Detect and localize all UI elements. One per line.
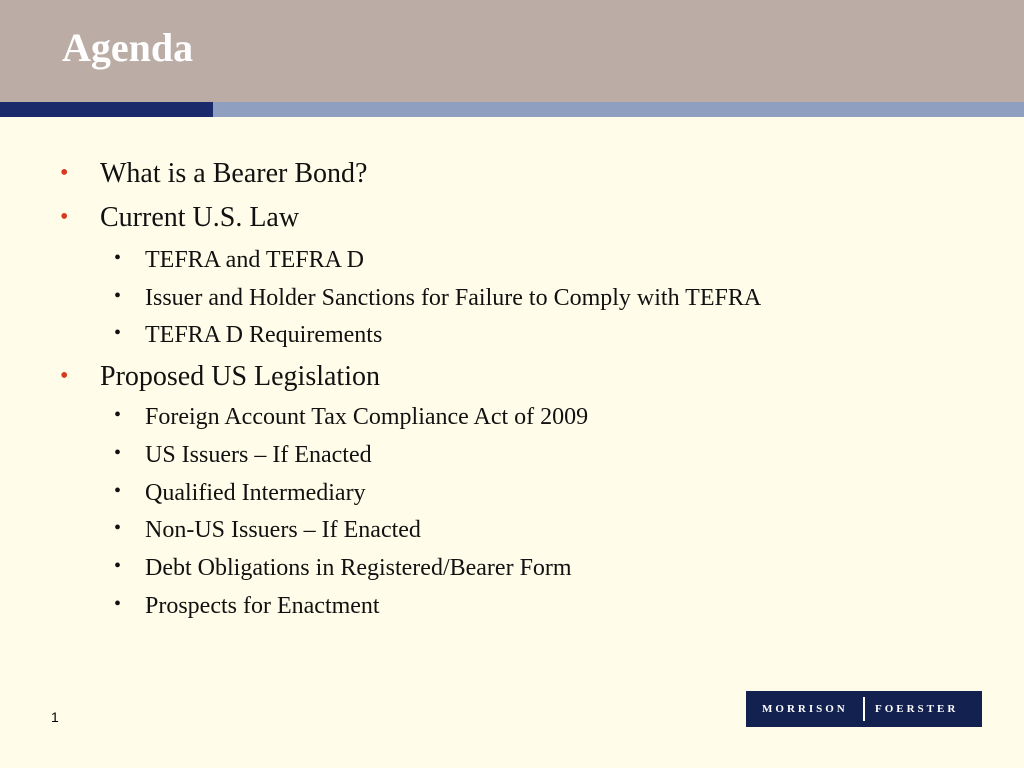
agenda-item-label: Proposed US Legislation xyxy=(100,361,380,392)
agenda-subitem xyxy=(114,404,589,430)
agenda-subitem-label: Debt Obligations in Registered/Bearer Form xyxy=(145,555,572,581)
bullet-icon: • xyxy=(114,247,122,269)
agenda-item-label: Current U.S. Law xyxy=(100,202,300,233)
agenda-item-label: What is a Bearer Bond? xyxy=(100,158,368,189)
header-rule-dark xyxy=(0,102,213,117)
bullet-icon: • xyxy=(60,363,69,389)
agenda-subitem xyxy=(114,555,572,581)
agenda-subitem xyxy=(114,517,421,543)
bullet-icon: • xyxy=(114,555,122,577)
bullet-icon: • xyxy=(114,322,122,344)
header-rule-light xyxy=(213,102,1024,117)
agenda-subitem-label: US Issuers – If Enacted xyxy=(145,442,372,468)
agenda-item-bearer-bond xyxy=(60,158,368,189)
agenda-subitem-label: TEFRA D Requirements xyxy=(145,322,383,348)
morrison-foerster-logo xyxy=(746,691,982,727)
agenda-subitem xyxy=(114,247,364,273)
agenda-subitem xyxy=(114,285,762,311)
title-banner xyxy=(0,0,1024,102)
agenda-item-current-law xyxy=(60,202,300,233)
bullet-icon: • xyxy=(114,480,122,502)
slide-title: Agenda xyxy=(62,25,194,70)
agenda-item-proposed-legislation xyxy=(60,361,380,392)
agenda-subitem xyxy=(114,442,372,468)
bullet-icon: • xyxy=(114,404,122,426)
agenda-subitem-label: TEFRA and TEFRA D xyxy=(145,247,364,273)
bullet-icon: • xyxy=(114,593,122,615)
bullet-icon: • xyxy=(114,517,122,539)
agenda-subitem xyxy=(114,322,383,348)
agenda-subitem-label: Issuer and Holder Sanctions for Failure to Comply with TEFRA xyxy=(145,285,762,311)
agenda-subitem xyxy=(114,593,380,619)
bullet-icon: • xyxy=(114,285,122,307)
page-number: 1 xyxy=(51,709,59,725)
agenda-subitem-label: Non-US Issuers – If Enacted xyxy=(145,517,421,543)
logo-left-text: MORRISON xyxy=(762,703,848,715)
agenda-subitem-label: Qualified Intermediary xyxy=(145,480,366,506)
logo-divider xyxy=(863,697,865,721)
logo-right-text: FOERSTER xyxy=(875,703,959,715)
bullet-icon: • xyxy=(60,160,69,186)
agenda-subitem-label: Foreign Account Tax Compliance Act of 2009 xyxy=(145,404,589,430)
bullet-icon: • xyxy=(114,442,122,464)
agenda-subitem xyxy=(114,480,366,506)
agenda-subitem-label: Prospects for Enactment xyxy=(145,593,380,619)
bullet-icon: • xyxy=(60,204,69,230)
